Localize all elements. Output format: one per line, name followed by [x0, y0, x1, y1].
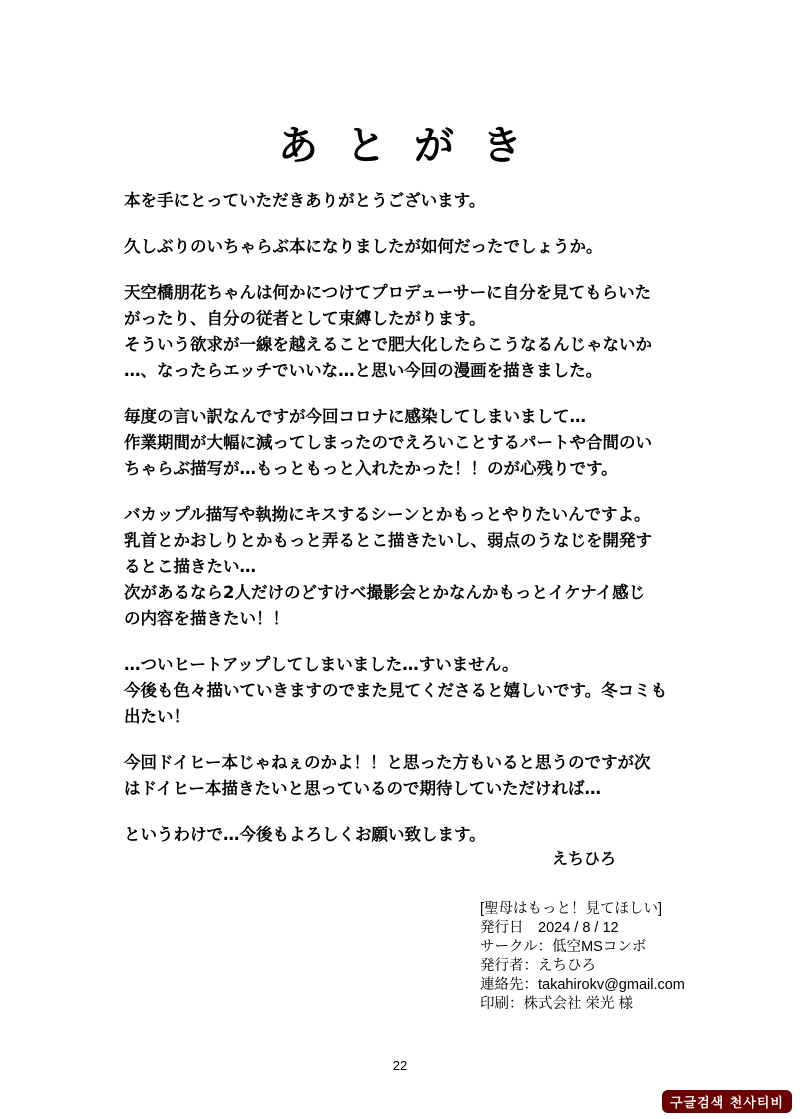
page-title: あとがき	[278, 123, 550, 169]
text-line: 本を手にとっていただきありがとうございます。	[124, 191, 486, 210]
colophon-publisher: 発行者：えちひろ	[480, 958, 596, 974]
text-line: はドイヒー本描きたいと思っているので期待していただければ…	[124, 779, 602, 798]
text-line: 作業期間が大幅に減ってしまったのでえろいことするパートや合間のい	[124, 433, 652, 452]
paragraph-6	[124, 652, 724, 730]
text-line: 今後も色々描いていきますのでまた見てくださると嬉しいです。冬コミも	[124, 681, 668, 700]
colophon-contact: 連絡先：takahirokv@gmail.com	[480, 977, 685, 993]
colophon-circle: サークル：低空MSコンボ	[480, 939, 647, 955]
author-signature: えちひろ	[552, 849, 617, 868]
text-line: がったり、自分の従者として束縛したがります。	[124, 309, 486, 328]
text-line: るとこ描きたい…	[124, 557, 256, 576]
paragraph-5	[124, 502, 724, 632]
text-line: バカップル描写や執拗にキスするシーンとかもっとやりたいんですよ。	[124, 505, 651, 524]
text-line: ちゃらぶ描写が…もっともっと入れたかった！！のが心残りです。	[124, 459, 618, 478]
text-line: の内容を描きたい！！	[124, 609, 289, 628]
text-line: 毎度の言い訳なんですが今回コロナに感染してしまいまして…	[124, 407, 586, 426]
text-line: 天空橋朋花ちゃんは何かにつけてプロデューサーに自分を見てもらいた	[124, 283, 652, 302]
text-line: 乳首とかおしりとかもっと弄るとこ描きたいし、弱点のうなじを開発す	[124, 531, 652, 550]
colophon-book-title: [聖母はもっと！見てほしい]	[480, 901, 663, 917]
paragraph-7	[124, 750, 724, 802]
paragraph-1	[124, 188, 724, 214]
colophon	[480, 900, 685, 1014]
paragraph-2	[124, 234, 724, 260]
colophon-printer: 印刷：株式会社 栄光 様	[480, 996, 634, 1012]
text-line: …ついヒートアップしてしまいました…すいません。	[124, 655, 519, 674]
text-line: …、なったらエッチでいいな…と思い今回の漫画を描きました。	[124, 361, 603, 380]
text-line: そういう欲求が一線を越えることで肥大化したらこうなるんじゃないか	[124, 335, 652, 354]
paragraph-8	[124, 822, 724, 848]
text-line: 出たい！	[124, 707, 190, 726]
paragraph-3	[124, 280, 724, 384]
text-line: 次があるなら2人だけのどすけべ撮影会とかなんかもっとイケナイ感じ	[124, 583, 646, 602]
colophon-issue-date: 発行日 2024 / 8 / 12	[480, 920, 619, 936]
text-line: 久しぶりのいちゃらぶ本になりましたが如何だったでしょうか。	[124, 237, 603, 256]
afterword-body	[124, 188, 724, 868]
text-line: というわけで…今後もよろしくお願い致します。	[124, 825, 486, 844]
paragraph-4	[124, 404, 724, 482]
watermark-badge: 구글검색 천사티비	[662, 1090, 792, 1113]
text-line: 今回ドイヒー本じゃねぇのかよ！！と思った方もいると思うのですが次	[124, 753, 651, 772]
page-number: 22	[392, 1058, 408, 1073]
